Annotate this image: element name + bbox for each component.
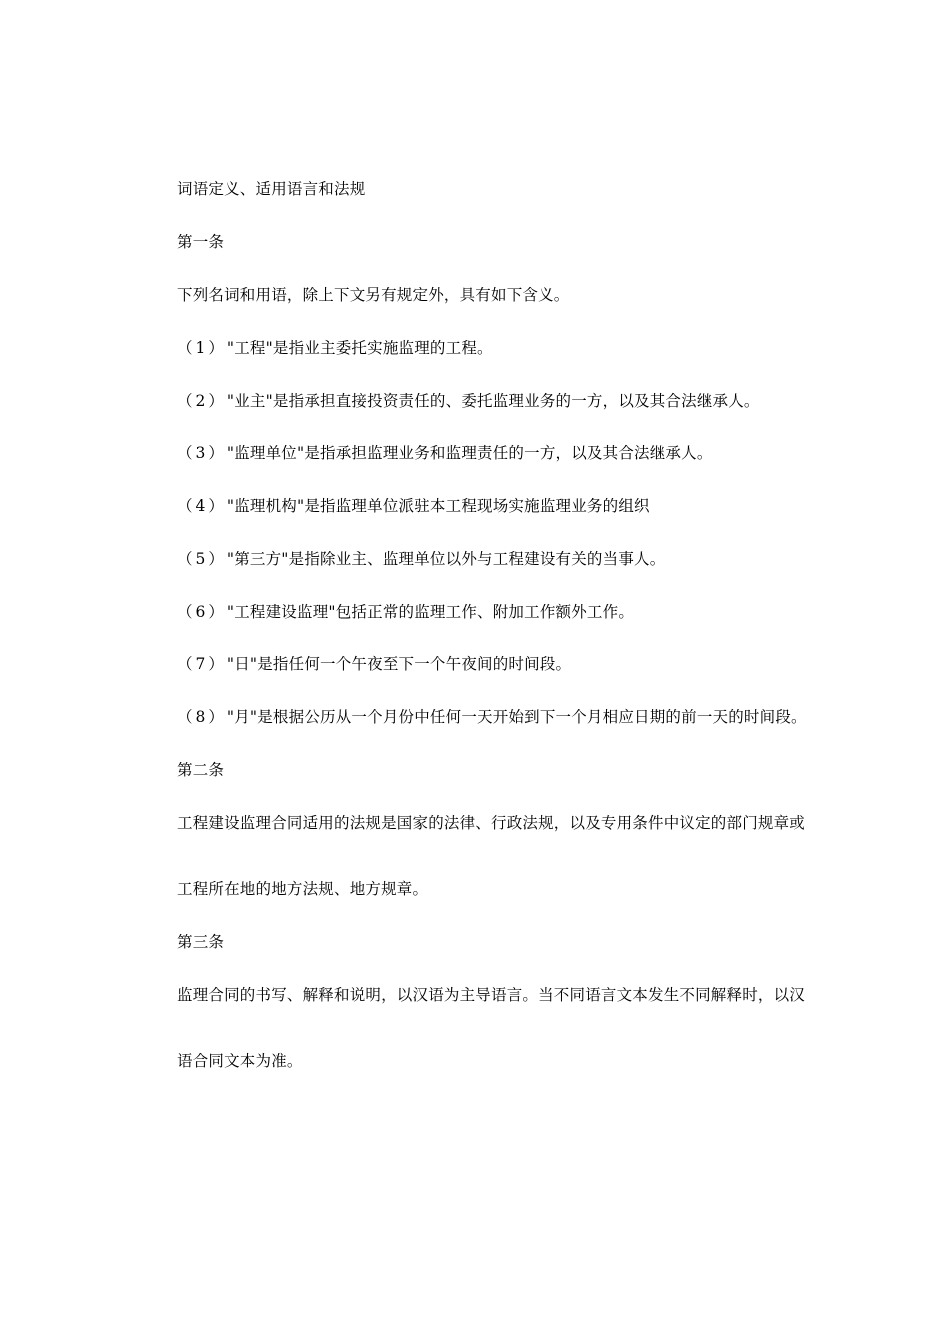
- item-number: （8）: [177, 708, 227, 726]
- item-text: "月"是根据公历从一个月份中任何一天开始到下一个月相应日期的前一天的时间段。: [226, 708, 807, 726]
- definition-item-5: [177, 549, 665, 569]
- article-2-heading: 第二条: [177, 761, 225, 779]
- item-number: （2）: [177, 392, 227, 410]
- article-1-intro: 下列名词和用语，除上下文另有规定外，具有如下含义。: [177, 286, 570, 304]
- item-text: "工程建设监理"包括正常的监理工作、附加工作额外工作。: [226, 603, 635, 621]
- item-number: （6）: [177, 603, 227, 621]
- definition-item-8: [177, 707, 807, 727]
- article-3-line-1: 监理合同的书写、解释和说明，以汉语为主导语言。当不同语言文本发生不同解释时，以汉: [177, 986, 806, 1004]
- item-text: "监理单位"是指承担监理业务和监理责任的一方，以及其合法继承人。: [226, 444, 713, 462]
- item-number: （7）: [177, 655, 227, 673]
- definition-item-4: [177, 496, 650, 516]
- definition-item-6: [177, 602, 634, 622]
- section-title: 词语定义、适用语言和法规: [177, 180, 366, 198]
- definition-item-1: [177, 338, 493, 358]
- item-number: （4）: [177, 497, 227, 515]
- item-text: "第三方"是指除业主、监理单位以外与工程建设有关的当事人。: [226, 550, 666, 568]
- article-3-line-2: 语合同文本为准。: [177, 1052, 303, 1070]
- item-number: （5）: [177, 550, 227, 568]
- article-2-line-1: 工程建设监理合同适用的法规是国家的法律、行政法规，以及专用条件中议定的部门规章或: [177, 814, 806, 832]
- article-3-heading: 第三条: [177, 933, 225, 951]
- definition-item-7: [177, 654, 571, 674]
- item-text: "监理机构"是指监理单位派驻本工程现场实施监理业务的组织: [226, 497, 650, 515]
- definition-item-2: [177, 391, 760, 411]
- item-text: "工程"是指业主委托实施监理的工程。: [226, 339, 493, 357]
- article-2-line-2: 工程所在地的地方法规、地方规章。: [177, 880, 429, 898]
- item-text: "日"是指任何一个午夜至下一个午夜间的时间段。: [226, 655, 572, 673]
- item-text: "业主"是指承担直接投资责任的、委托监理业务的一方，以及其合法继承人。: [226, 392, 760, 410]
- definition-item-3: [177, 443, 713, 463]
- article-1-heading: 第一条: [177, 233, 225, 251]
- item-number: （1）: [177, 339, 227, 357]
- item-number: （3）: [177, 444, 227, 462]
